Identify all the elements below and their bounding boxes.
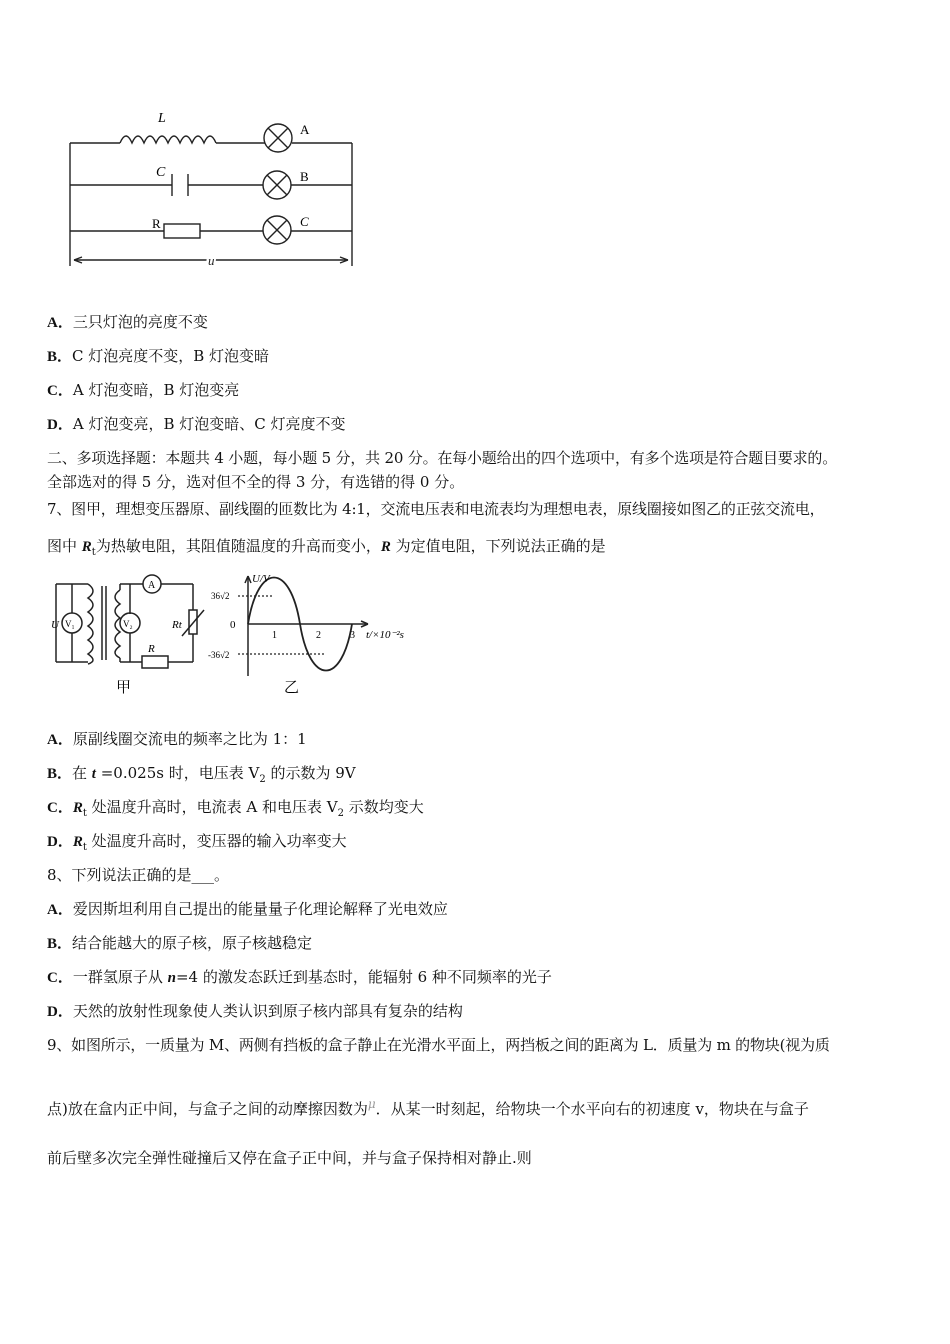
label-u: u: [208, 253, 215, 268]
text: 的示数为 9V: [265, 764, 356, 782]
text: =0.025s 时，电压表 V: [95, 764, 260, 782]
option-letter: D．: [47, 417, 73, 433]
text: ．从某一时刻起，给物块一个水平向右的初速度 v，物块在与盒子: [375, 1100, 809, 1118]
label-C: C: [156, 165, 166, 180]
q6-option-b[interactable]: [47, 345, 269, 366]
tick-ymin: -36√2: [208, 650, 230, 660]
q7-option-a[interactable]: [47, 728, 307, 749]
sub: t: [82, 842, 87, 853]
text: 图中: [47, 537, 82, 555]
sub: 2: [259, 774, 266, 785]
label-lamp-A: A: [300, 122, 310, 137]
q7-stem-line2: [47, 535, 606, 558]
option-text: 三只灯泡的亮度不变: [72, 313, 208, 331]
label-R: R: [152, 216, 161, 231]
text: 一群氢原子从: [72, 968, 168, 986]
label-jia: 甲: [116, 680, 132, 696]
q7-option-d[interactable]: [47, 830, 347, 853]
option-letter: B．: [47, 766, 73, 782]
label-V1: V₁: [65, 619, 75, 629]
text: 在: [72, 764, 92, 782]
option-text: 原副线圈交流电的频率之比为 1：1: [72, 730, 307, 748]
tick-2: 2: [316, 630, 321, 641]
label-R: R: [148, 643, 155, 655]
label-lamp-B: B: [300, 169, 309, 184]
option-text: 爱因斯坦利用自己提出的能量量子化理论解释了光电效应: [72, 900, 448, 918]
option-text: 天然的放射性现象使人类认识到原子核内部具有复杂的结构: [72, 1002, 463, 1020]
option-letter: B．: [47, 349, 73, 365]
var-n: n: [167, 970, 176, 986]
q7-option-b[interactable]: [47, 762, 356, 785]
axis-label-x: t/×10⁻²s: [366, 629, 404, 641]
section-2-heading-line1: 二、多项选择题：本题共 4 小题，每小题 5 分，共 20 分。在每小题给出的四个选项中，有多个选项是符合题目要求的。: [47, 449, 837, 467]
option-text: A 灯泡变亮，B 灯泡变暗、C 灯亮度不变: [72, 415, 346, 433]
label-V2: V₂: [123, 619, 133, 629]
q6-option-c[interactable]: [47, 379, 239, 400]
q8-option-b[interactable]: [47, 932, 312, 953]
label-L: L: [158, 111, 166, 126]
sub: t: [82, 808, 87, 819]
q9-stem-line1: 9、如图所示，一质量为 M、两侧有挡板的盒子静止在光滑水平面上，两挡板之间的距离为 L．质量为 m 的物块(视为质: [47, 1036, 830, 1054]
option-letter: D．: [47, 1004, 73, 1020]
q6-option-a[interactable]: [47, 311, 208, 332]
option-letter: C．: [47, 800, 73, 816]
option-text: C 灯泡亮度不变，B 灯泡变暗: [72, 347, 270, 365]
option-letter: A．: [47, 732, 73, 748]
text: 示数均变大: [344, 798, 424, 816]
tick-ymax: 36√2: [211, 591, 230, 601]
option-letter: A．: [47, 315, 73, 331]
var-R: R: [380, 539, 391, 555]
option-text: A 灯泡变暗，B 灯泡变亮: [72, 381, 240, 399]
var-R: R: [81, 539, 92, 555]
option-letter: C．: [47, 383, 73, 399]
q8-option-d[interactable]: [47, 1000, 463, 1021]
sub-t: t: [91, 547, 96, 558]
var-R: R: [72, 834, 83, 850]
q8-option-c[interactable]: [47, 966, 552, 987]
text: 为定值电阻，下列说法正确的是: [390, 537, 606, 555]
q9-stem-line2: [47, 1097, 809, 1119]
q8-stem: 8、下列说法正确的是___。: [47, 866, 230, 884]
q8-option-a[interactable]: [47, 898, 448, 919]
text: 点)放在盒内正中间，与盒子之间的动摩擦因数为: [47, 1100, 368, 1118]
label-U: U: [51, 619, 59, 631]
q6-option-d[interactable]: [47, 413, 345, 434]
tick-1: 1: [272, 630, 277, 641]
label-Rt: Rt: [172, 619, 182, 631]
label-ammeter: A: [148, 580, 156, 591]
var-R: R: [72, 800, 83, 816]
tick-origin: 0: [230, 619, 236, 631]
section-2-heading-line2: 全部选对的得 5 分，选对但不全的得 3 分，有选错的得 0 分。: [47, 473, 465, 491]
var-t: t: [91, 766, 96, 782]
tick-3: 3: [350, 630, 355, 641]
text: 处温度升高时，变压器的输入功率变大: [86, 832, 347, 850]
label-lamp-C: C: [300, 214, 309, 229]
circuit-figure-lcr: [60, 108, 365, 273]
text: =4 的激发态跃迁到基态时，能辐射 6 种不同频率的光子: [175, 968, 552, 986]
var-mu: μ: [367, 1097, 376, 1111]
transformer-figure: [48, 568, 438, 698]
axis-label-y: U/V: [252, 573, 270, 585]
text: 为热敏电阻，其阻值随温度的升高而变小，: [95, 537, 381, 555]
option-letter: C．: [47, 970, 73, 986]
text: 处温度升高时，电流表 A 和电压表 V: [86, 798, 338, 816]
sub: 2: [337, 808, 345, 819]
option-letter: D．: [47, 834, 73, 850]
label-yi: 乙: [284, 680, 300, 696]
q7-option-c[interactable]: [47, 796, 424, 819]
option-letter: A．: [47, 902, 73, 918]
q7-stem-line1: 7、图甲，理想变压器原、副线圈的匝数比为 4:1，交流电压表和电流表均为理想电表，原线圈接如图乙的正弦交流电，: [47, 500, 825, 518]
option-text: 结合能越大的原子核，原子核越稳定: [72, 934, 313, 952]
option-letter: B．: [47, 936, 73, 952]
q9-stem-line3: 前后壁多次完全弹性碰撞后又停在盒子正中间，并与盒子保持相对静止.则: [47, 1149, 532, 1167]
